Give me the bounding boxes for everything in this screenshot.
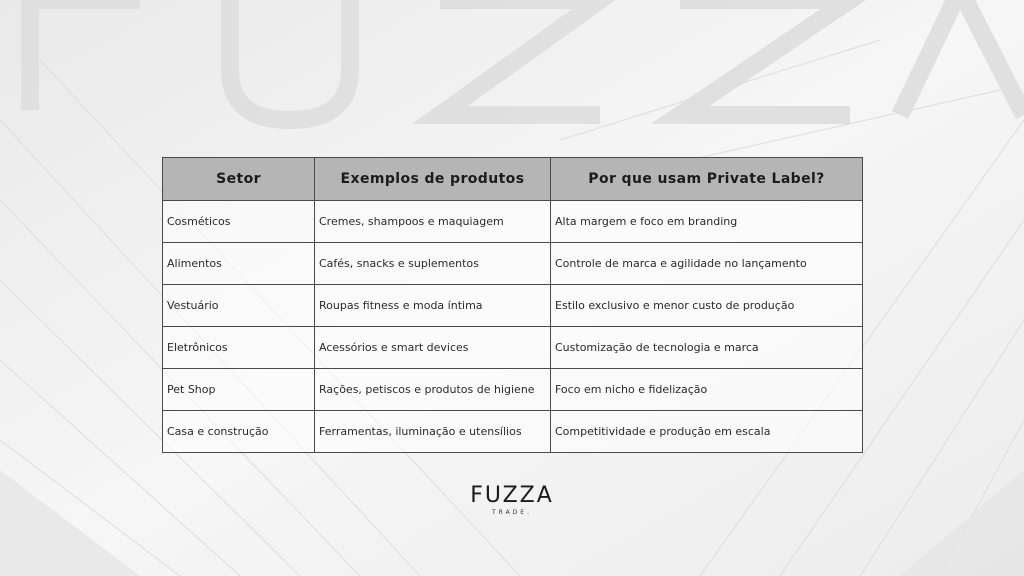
cell-motivo: Controle de marca e agilidade no lançamento [551,243,863,285]
cell-setor: Alimentos [163,243,315,285]
private-label-table [162,157,863,453]
cell-motivo: Foco em nicho e fidelização [551,369,863,411]
cell-exemplos: Cafés, snacks e suplementos [315,243,551,285]
cell-exemplos: Rações, petiscos e produtos de higiene [315,369,551,411]
cell-motivo: Estilo exclusivo e menor custo de produção [551,285,863,327]
table-row [163,369,863,411]
cell-setor: Casa e construção [163,411,315,453]
private-label-table-container [162,157,862,453]
table-row [163,201,863,243]
logo-wordmark: FUZZA [470,483,554,508]
table-header-row [163,158,863,201]
logo-tagline: TRADE. [491,509,532,516]
cell-setor: Eletrônicos [163,327,315,369]
cell-setor: Cosméticos [163,201,315,243]
table-row [163,285,863,327]
table-row [163,327,863,369]
header-motivo: Por que usam Private Label? [551,158,863,201]
cell-setor: Vestuário [163,285,315,327]
cell-exemplos: Roupas fitness e moda íntima [315,285,551,327]
table-row [163,411,863,453]
cell-motivo: Alta margem e foco em branding [551,201,863,243]
header-exemplos: Exemplos de produtos [315,158,551,201]
cell-exemplos: Cremes, shampoos e maquiagem [315,201,551,243]
cell-motivo: Competitividade e produção em escala [551,411,863,453]
cell-exemplos: Ferramentas, iluminação e utensílios [315,411,551,453]
table-row [163,243,863,285]
fuzza-trade-logo [0,484,1024,517]
cell-motivo: Customização de tecnologia e marca [551,327,863,369]
cell-setor: Pet Shop [163,369,315,411]
cell-exemplos: Acessórios e smart devices [315,327,551,369]
header-setor: Setor [163,158,315,201]
